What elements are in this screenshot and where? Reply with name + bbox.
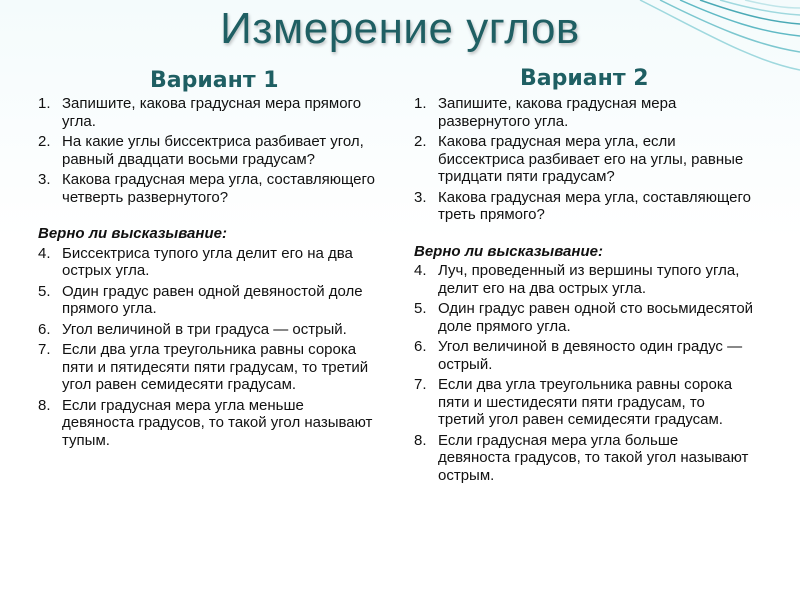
- slide-title: Измерение углов: [220, 4, 580, 53]
- statements-heading: Верно ли высказывание:: [414, 242, 603, 260]
- question-number: 4.: [414, 262, 427, 279]
- question-number: 8.: [38, 396, 51, 414]
- question-8: [38, 397, 378, 450]
- question-number: 7.: [38, 341, 51, 358]
- question-7: [38, 341, 378, 394]
- variant-1-column: [38, 95, 378, 452]
- question-text: Если градусная мера угла больше девяноста градусов, то такой угол называют острым.: [438, 431, 749, 484]
- question-number: 2.: [38, 133, 51, 150]
- question-number: 5.: [38, 282, 51, 300]
- question-text: Какова градусная мера угла, составляющего четверть развернутого?: [62, 171, 376, 206]
- question-text: Запишите, какова градусная мера прямого угла.: [62, 95, 362, 130]
- question-number: 8.: [414, 431, 427, 449]
- question-6: [414, 338, 754, 373]
- question-text: Если два угла треугольника равны сорока пяти и пятидесяти пяти градусам, то третий угол равен семидесяти градусам.: [62, 341, 369, 393]
- question-number: 6.: [414, 338, 427, 355]
- question-number: 2.: [414, 133, 427, 150]
- question-text: На какие углы биссектриса разбивает угол, равный двадцати восьми градусам?: [62, 133, 364, 168]
- question-text: Угол величиной в девяносто один градус — острый.: [438, 338, 743, 373]
- statements-heading: Верно ли высказывание:: [38, 225, 227, 242]
- question-number: 1.: [414, 95, 427, 112]
- question-text: Какова градусная мера угла, если биссектриса разбивает его на углы, равные тридцати пяти градусам?: [438, 133, 744, 185]
- question-text: Какова градусная мера угла, составляющего треть прямого?: [438, 188, 752, 223]
- question-1: [38, 95, 378, 130]
- question-text: Биссектриса тупого угла делит его на два острых угла.: [62, 244, 353, 279]
- question-8: [414, 432, 754, 485]
- question-number: 6.: [38, 320, 51, 338]
- question-5: [38, 283, 378, 318]
- variant-1-heading: Вариант 1: [150, 68, 279, 93]
- question-3: [38, 171, 378, 206]
- question-1: [414, 95, 754, 130]
- question-text: Один градус равен одной девяностой доле прямого угла.: [62, 282, 363, 317]
- question-text: Луч, проведенный из вершины тупого угла, делит его на два острых угла.: [438, 262, 740, 297]
- question-4: [38, 245, 378, 280]
- question-number: 1.: [38, 95, 51, 112]
- question-text: Один градус равен одной сто восьмидесятой доле прямого угла.: [438, 300, 754, 335]
- question-text: Если два угла треугольника равны сорока пяти и шестидесяти пяти градусам, то третий угол равен семидесяти градусам.: [438, 376, 733, 428]
- question-3: [414, 189, 754, 224]
- question-number: 7.: [414, 376, 427, 393]
- question-6: [38, 321, 378, 339]
- question-text: Запишите, какова градусная мера развернутого угла.: [438, 95, 677, 130]
- question-text: Если градусная мера угла меньше девяноста градусов, то такой угол называют тупым.: [62, 396, 373, 449]
- variant-2-heading: Вариант 2: [520, 66, 649, 91]
- question-number: 3.: [414, 188, 427, 206]
- question-2: [414, 133, 754, 186]
- question-5: [414, 300, 754, 335]
- question-number: 4.: [38, 244, 51, 262]
- question-4: [414, 262, 754, 297]
- question-7: [414, 376, 754, 429]
- variant-2-column: [414, 95, 754, 487]
- question-number: 3.: [38, 171, 51, 188]
- question-text: Угол величиной в три градуса — острый.: [62, 320, 347, 338]
- question-2: [38, 133, 378, 168]
- question-number: 5.: [414, 300, 427, 317]
